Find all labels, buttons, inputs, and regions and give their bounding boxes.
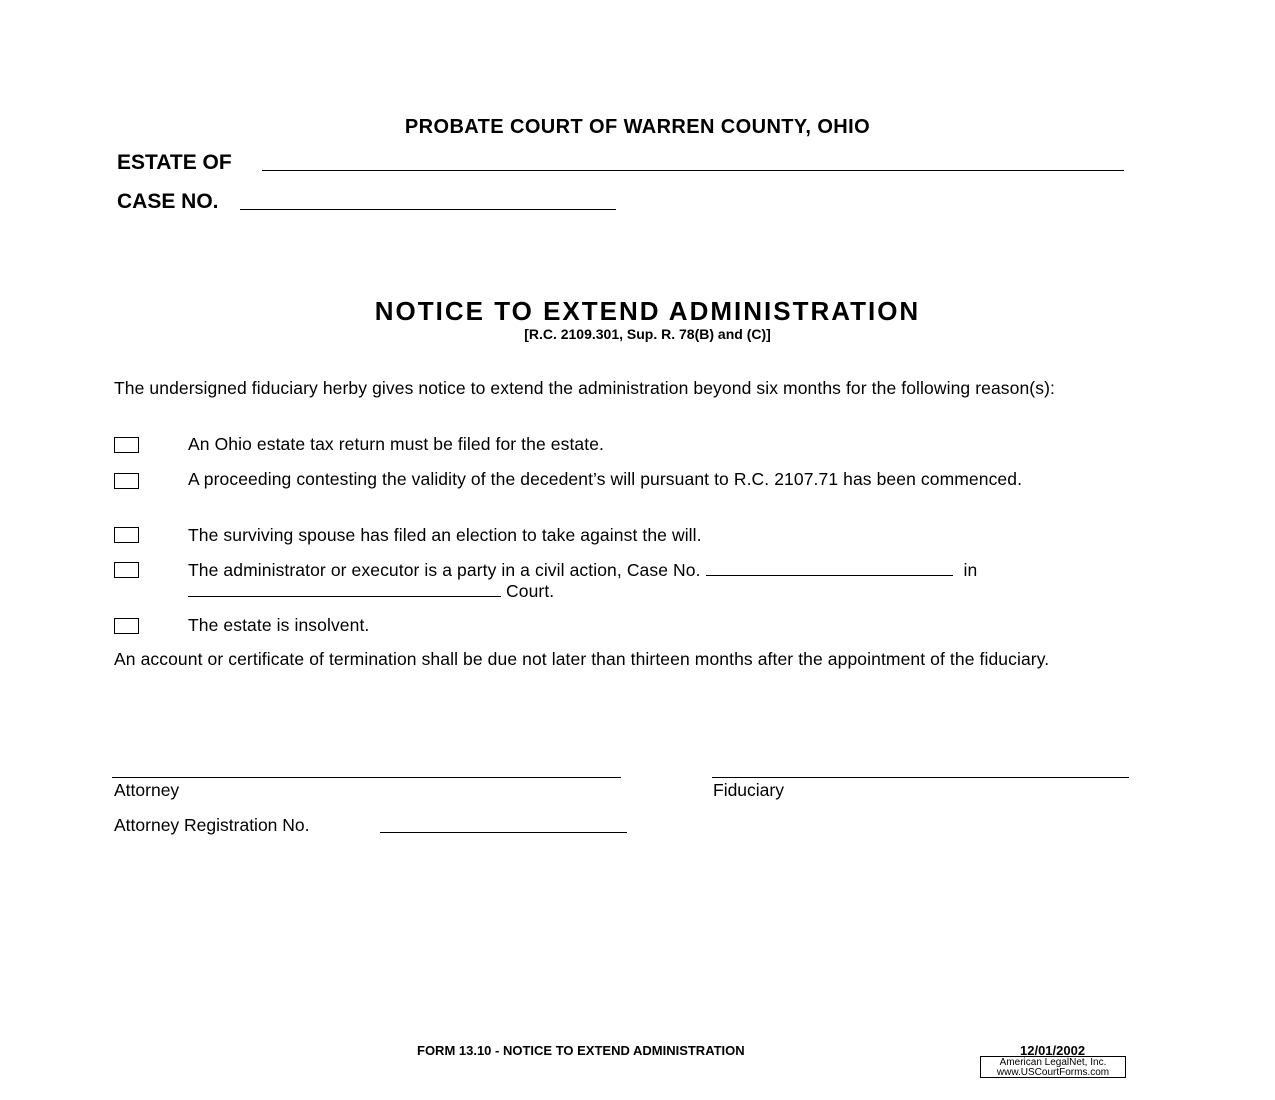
estate-of-field[interactable] [262, 170, 1124, 171]
registration-no-field[interactable] [380, 832, 627, 833]
attorney-signature-line[interactable] [112, 777, 621, 778]
registration-label: Attorney Registration No. [114, 815, 310, 835]
civil-action-case-no-field[interactable] [706, 561, 953, 576]
statute-citation: [R.C. 2109.301, Sup. R. 78(B) and (C)] [524, 326, 771, 342]
civil-action-court-field[interactable] [188, 596, 501, 597]
reason-checkbox-civil-action[interactable] [114, 562, 139, 578]
fiduciary-label: Fiduciary [713, 780, 784, 800]
publisher-name: American LegalNet, Inc. [999, 1057, 1107, 1068]
estate-of-label: ESTATE OF [117, 151, 232, 174]
reason-text-insolvent: The estate is insolvent. [188, 615, 370, 635]
reason-checkbox-insolvent[interactable] [114, 618, 139, 634]
reason-text-spouse-election: The surviving spouse has filed an election to take against the will. [188, 525, 702, 545]
fiduciary-signature-line[interactable] [712, 777, 1129, 778]
reason-text-civil-action [188, 561, 1148, 579]
case-no-field[interactable] [240, 209, 616, 210]
civil-action-text-before: The administrator or executor is a party in a civil action, Case No. [188, 560, 701, 580]
reason-checkbox-will-contest[interactable] [114, 473, 139, 489]
reason-checkbox-estate-tax[interactable] [114, 437, 139, 453]
notice-title: NOTICE TO EXTEND ADMINISTRATION [374, 296, 921, 326]
closing-paragraph: An account or certificate of termination shall be due not later than thirteen months after the appointment of the fiduciary. [114, 649, 1050, 669]
reason-checkbox-spouse-election[interactable] [114, 527, 139, 543]
intro-paragraph: The undersigned fiduciary herby gives notice to extend the administration beyond six months for the following reason(s): [114, 378, 1055, 398]
reason-text-estate-tax: An Ohio estate tax return must be filed for the estate. [188, 434, 604, 454]
publisher-badge [980, 1056, 1126, 1078]
civil-action-text-in: in [963, 560, 978, 580]
court-title: PROBATE COURT OF WARREN COUNTY, OHIO [404, 116, 871, 138]
publisher-url: www.USCourtForms.com [996, 1067, 1110, 1078]
form-title-footer: FORM 13.10 - NOTICE TO EXTEND ADMINISTRATION [417, 1043, 745, 1058]
civil-action-text-after: Court. [506, 581, 555, 601]
attorney-label: Attorney [114, 780, 180, 800]
form-date: 12/01/2002 [1020, 1043, 1086, 1058]
case-no-label: CASE NO. [117, 190, 219, 213]
reason-text-will-contest: A proceeding contesting the validity of the decedent’s will pursuant to R.C. 2107.71 has been commenced. [188, 469, 1023, 489]
